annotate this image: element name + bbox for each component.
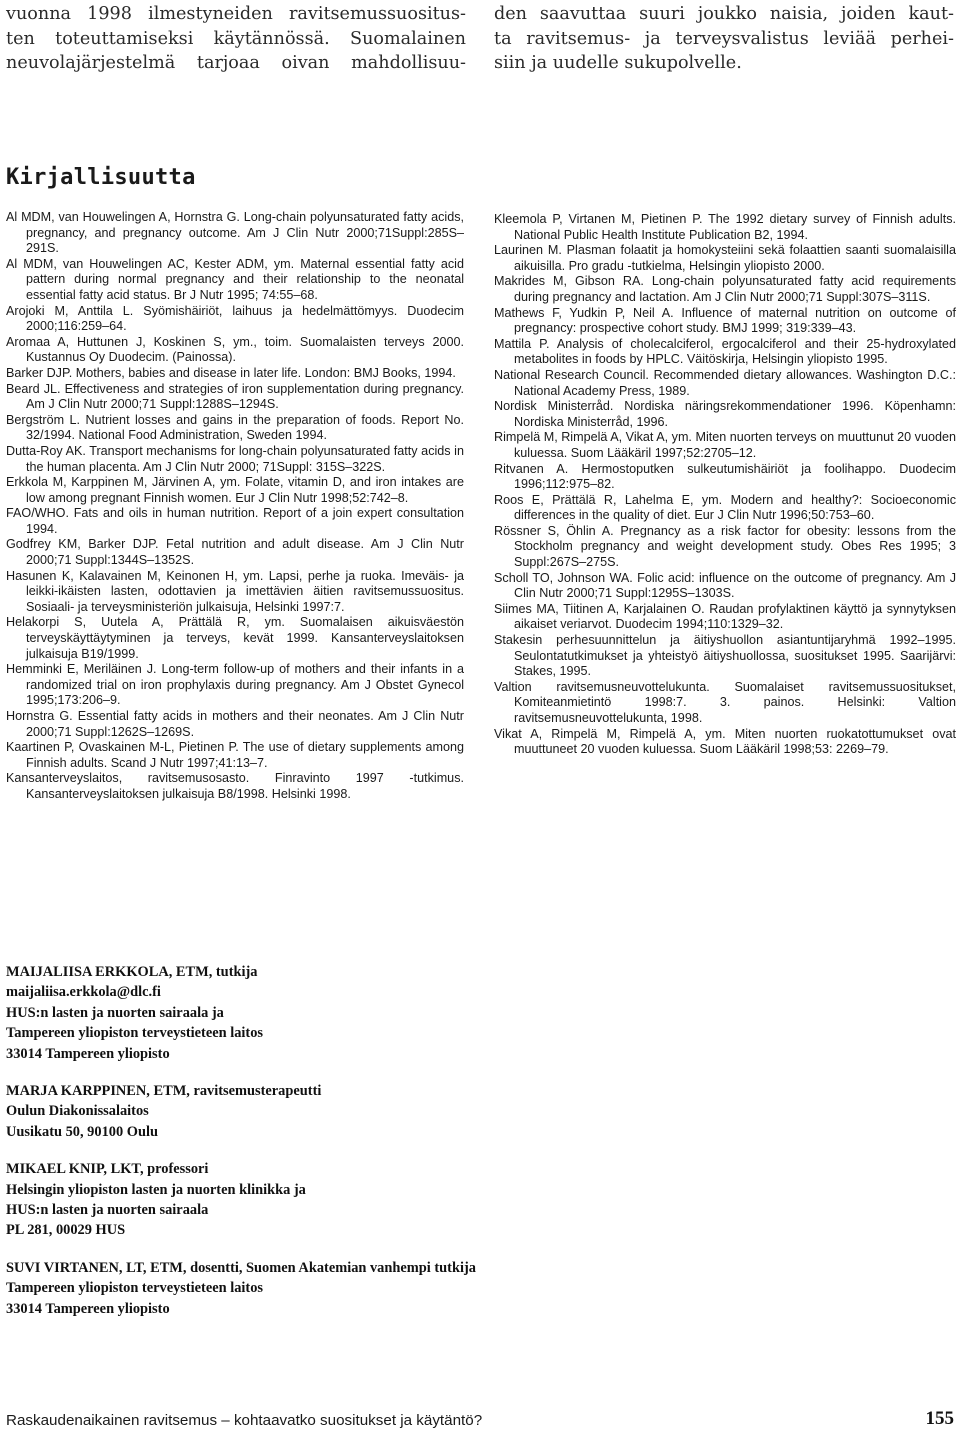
author-name: MAIJALIISA ERKKOLA, ETM, tutkija [6,964,258,980]
intro-line: vuonna 1998 ilmestyneiden ravitsemussuositus- [6,4,466,24]
reference-entry: FAO/WHO. Fats and oils in human nutrition. Report of a join expert consultation 1994. [6,506,464,536]
reference-entry: Nordisk Ministerråd. Nordiska näringsrekommendationer 1996. Köpenhamn: Nordiska Ministerråd, 1996. [494,399,956,429]
reference-entry: Kaartinen P, Ovaskainen M-L, Pietinen P. The use of dietary supplements among Finnish adults. Scand J Nutr 1997;41:13–7. [6,740,464,770]
reference-entry: Helakorpi S, Uutela A, Prättälä R, ym. Suomalaisen aikuisväestön terveyskäyttäytyminen ja terveys, kevät 1999. Kansanterveyslaitoksen julkaisuja B19/1999. [6,615,464,661]
reference-entry: Hasunen K, Kalavainen M, Keinonen H, ym. Lapsi, perhe ja ruoka. Imeväis- ja leikki-ikäisten lasten, odottavien ja imettävien äitien ravitsemussuositus. Sosiaali- ja terveysministeriön julkaisuja, Helsinki 1997:7. [6,568,464,614]
reference-entry: Scholl TO, Johnson WA. Folic acid: influence on the outcome of pregnancy. Am J Clin Nutr 2000;71 Suppl:1295S–1303S. [494,570,956,601]
author-block [6,962,626,1064]
reference-entry: Mathews F, Yudkin P, Neil A. Influence of maternal nutrition on outcome of pregnancy: prospective cohort study. BMJ 1999; 319:339–43. [494,305,956,336]
author-block [6,1258,626,1319]
reference-entry: Aromaa A, Huttunen J, Koskinen S, ym., toim. Suomalaisten terveys 2000. Kustannus Oy Duodecim. (Painossa). [6,334,464,365]
page-number: 155 [925,1408,954,1429]
reference-entry: Al MDM, van Houwelingen A, Hornstra G. Long-chain polyunsaturated fatty acids, pregnancy, and pregnancy outcome. Am J Clin Nutr 2000;71Suppl:285S–291S. [6,210,464,256]
intro-line: neuvolajärjestelmä tarjoaa oivan mahdollisuu- [6,53,466,73]
page-footer [6,1410,954,1434]
reference-entry: Arojoki M, Anttila L. Syömishäiriöt, laihuus ja hedelmättömyys. Duodecim 2000;116:259–64. [6,303,464,334]
author-affiliation-line: HUS:n lasten ja nuorten sairaala [6,1202,209,1219]
reference-entry: Valtion ravitsemusneuvottelukunta. Suomalaiset ravitsemussuositukset, Komiteanmietintö 1998:7. 3. painos. Helsinki: Valtion ravitsemusneuvottelukunta, 1998. [494,679,956,725]
references-right-column [494,212,956,758]
author-affiliation-line: Tampereen yliopiston terveystieteen laitos [6,1280,263,1297]
intro-left-column [6,2,466,76]
reference-entry: Barker DJP. Mothers, babies and disease in later life. London: BMJ Books, 1994. [6,365,456,380]
reference-entry: Mattila P. Analysis of cholecalciferol, ergocalciferol and their 25-hydroxylated metabolites in foods by HPLC. Väitöskirja, Helsingin yliopisto 1995. [494,336,956,367]
reference-entry: Siimes MA, Tiitinen A, Karjalainen O. Raudan profylaktinen käyttö ja synnytyksen aikaiset veriarvot. Duodecim 1994;110:1329–32. [494,601,956,632]
intro-line: siin ja uudelle sukupolvelle. [494,53,742,73]
reference-entry: Kansanterveyslaitos, ravitsemusosasto. Finravinto 1997 -tutkimus. Kansanterveyslaitoksen julkaisuja B8/1998. Helsinki 1998. [6,771,464,801]
author-block [6,1159,626,1241]
reference-entry: Erkkola M, Karppinen M, Järvinen A, ym. Folate, vitamin D, and iron intakes are low among pregnant Finnish women. Eur J Clin Nutr 1998;52:742–8. [6,475,464,505]
reference-entry: Makrides M, Gibson RA. Long-chain polyunsaturated fatty acid requirements during pregnancy and lactation. Am J Clin Nutr 2000;71 Suppl:307S–311S. [494,274,956,304]
author-block [6,1081,626,1142]
reference-entry: Bergström L. Nutrient losses and gains in the preparation of foods. Report No. 32/1994. National Food Administration, Sweden 1994. [6,412,464,443]
reference-entry: Ritvanen A. Hermostoputken sulkeutumishäiriöt ja foolihappo. Duodecim 1996;112:975–82. [494,461,956,492]
reference-entry: Dutta-Roy AK. Transport mechanisms for long-chain polyunsaturated fatty acids in the human placenta. Am J Clin Nutr 2000; 71Suppl: 315S–322S. [6,443,464,474]
reference-entry: Kleemola P, Virtanen M, Pietinen P. The 1992 dietary survey of Finnish adults. National Public Health Institute Publication B2, 1994. [494,212,956,242]
intro-right-column [494,2,954,76]
references-heading: Kirjallisuutta [6,165,196,190]
author-address-line: PL 281, 00029 HUS [6,1222,126,1239]
running-title: Raskaudenaikainen ravitsemus – kohtaavatko suositukset ja käytäntö? [6,1412,483,1429]
author-affiliation-line: Tampereen yliopiston terveystieteen laitos [6,1025,263,1042]
reference-entry: National Research Council. Recommended dietary allowances. Washington D.C.: National Academy Press, 1989. [494,367,956,398]
reference-entry: Hemminki E, Meriläinen J. Long-term follow-up of mothers and their infants in a randomized trial on iron prophylaxis during pregnancy. Am J Obstet Gynecol 1995;173:206–9. [6,662,464,708]
reference-entry: Rössner S, Öhlin A. Pregnancy as a risk factor for obesity: lessons from the Stockholm pregnancy and weight development study. Obes Res 1995; 3 Suppl:267S–275S. [494,523,956,570]
reference-entry: Roos E, Prättälä R, Lahelma E, ym. Modern and healthy?: Socioeconomic differences in the quality of diet. Eur J Clin Nutr 1996;50:753–60. [494,492,956,523]
reference-entry: Stakesin perhesuunnittelun ja äitiyshuollon asiantuntijaryhmä 1992–1995. Seulontatutkimukset ja yhteistyö äitiyshuollossa, suositukset 1995. Saarijärvi: Stakes, 1995. [494,633,956,679]
intro-left-paragraph [6,2,466,76]
reference-entry: Beard JL. Effectiveness and strategies of iron supplementation during pregnancy. Am J Clin Nutr 2000;71 Suppl:1288S–1294S. [6,381,464,412]
intro-line: den saavuttaa suuri joukko naisia, joiden kaut- [494,4,954,24]
intro-right-paragraph [494,2,954,76]
references-left-column [6,210,464,803]
author-address-line: 33014 Tampereen yliopisto [6,1045,170,1062]
reference-entry: Laurinen M. Plasman folaatit ja homokysteiini sekä folaattien saanti suomalaisilla aikuisilla. Pro gradu -tutkielma, Helsingin yliopisto 2000. [494,243,956,273]
intro-line: ta ravitsemus- ja terveysvalistus leviää perhei- [494,28,954,49]
author-affiliation-line: HUS:n lasten ja nuorten sairaala ja [6,1004,224,1021]
author-email: maijaliisa.erkkola@dlc.fi [6,984,161,1001]
author-affiliations [6,962,626,1336]
author-name: MARJA KARPPINEN, ETM, ravitsemusterapeutti [6,1083,322,1100]
author-name: MIKAEL KNIP, LKT, professori [6,1161,209,1178]
reference-entry: Godfrey KM, Barker DJP. Fetal nutrition and adult disease. Am J Clin Nutr 2000;71 Suppl:1344S–1352S. [6,537,464,568]
author-affiliation-line: Oulun Diakonissalaitos [6,1103,149,1120]
reference-entry: Vikat A, Rimpelä M, Rimpelä A, ym. Miten nuorten ruokatottumukset ovat muuttuneet 20 vuoden kuluessa. Suom Lääkäril 1998;53: 2269–79. [494,726,956,757]
intro-line: ten toteuttamiseksi käytännössä. Suomalainen [6,28,466,49]
reference-entry: Hornstra G. Essential fatty acids in mothers and their neonates. Am J Clin Nutr 2000;71 Suppl:1262S–1269S. [6,709,464,739]
author-address-line: 33014 Tampereen yliopisto [6,1300,170,1317]
author-address-line: Uusikatu 50, 90100 Oulu [6,1123,158,1140]
author-affiliation-line: Helsingin yliopiston lasten ja nuorten klinikka ja [6,1181,306,1198]
reference-entry: Al MDM, van Houwelingen AC, Kester ADM, ym. Maternal essential fatty acid pattern during normal pregnancy and their relationship to the neonatal essential fatty acid status. Br J Nutr 1995; 74:55–68. [6,256,464,302]
reference-entry: Rimpelä M, Rimpelä A, Vikat A, ym. Miten nuorten terveys on muuttunut 20 vuoden kuluessa. Suom Lääkäril 1997;52:2705–12. [494,430,956,460]
author-name: SUVI VIRTANEN, LT, ETM, dosentti, Suomen Akatemian vanhempi tutkija [6,1259,476,1276]
